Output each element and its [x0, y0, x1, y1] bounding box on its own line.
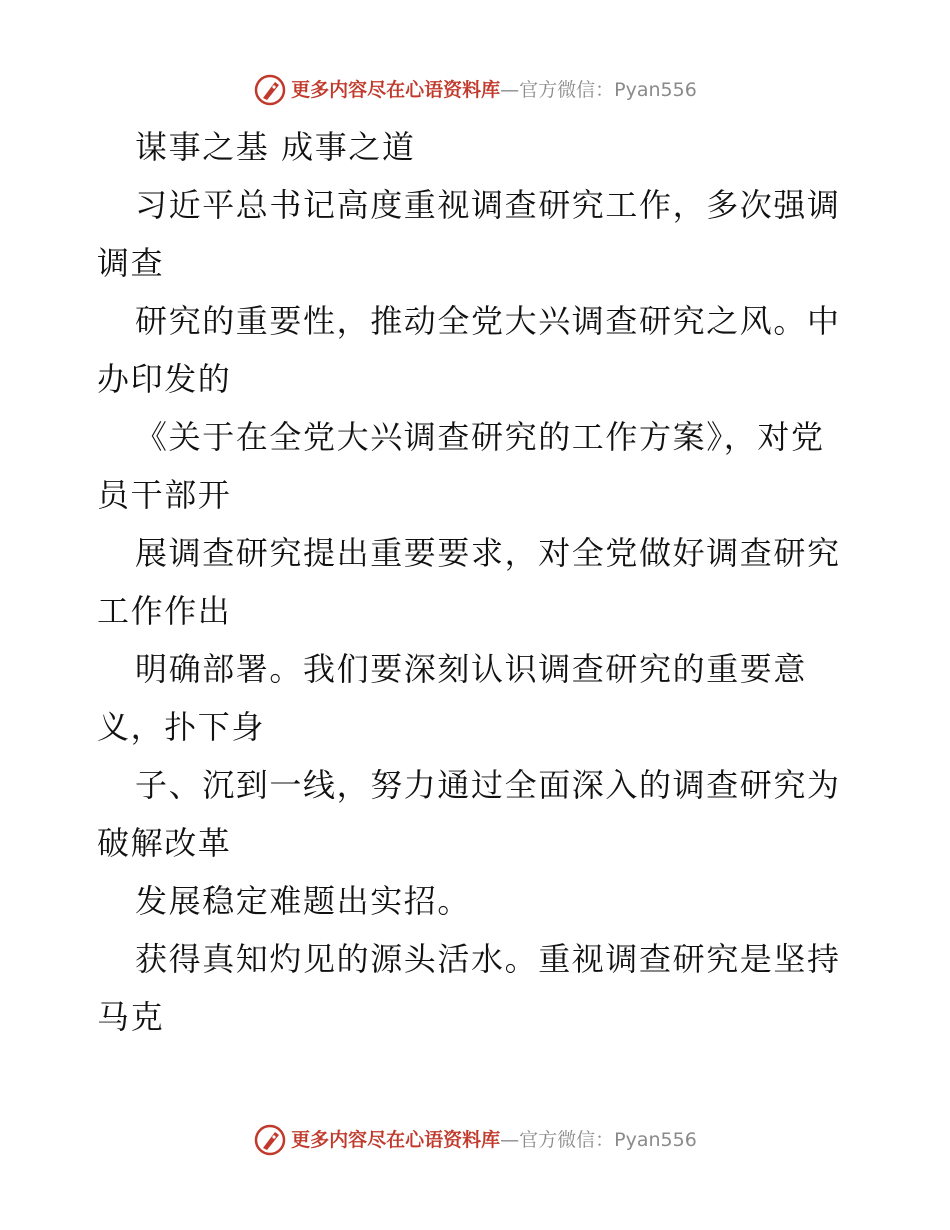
paragraph-line: 获得真知灼见的源头活水。重视调查研究是坚持 — [135, 940, 841, 978]
footer-banner — [0, 1120, 950, 1160]
footer-wechat-text: —官方微信：Pyan556 — [500, 1129, 697, 1151]
paragraph-line: 习近平总书记高度重视调查研究工作，多次强调 — [135, 186, 841, 224]
header-brand-text: 更多内容尽在心语资料库 — [291, 79, 501, 101]
header-banner — [0, 70, 950, 110]
paragraph-line: 破解改革 — [97, 824, 232, 862]
paragraph-line: 马克 — [97, 998, 165, 1036]
document-body — [97, 118, 857, 1046]
header-banner-text — [291, 78, 697, 102]
footer-banner-text — [291, 1128, 697, 1152]
paragraph-line: 《关于在全党大兴调查研究的工作方案》，对党 — [135, 418, 825, 456]
document-title: 谋事之基 成事之道 — [135, 128, 416, 166]
header-wechat-text: —官方微信：Pyan556 — [500, 79, 697, 101]
paragraph-line: 工作作出 — [97, 592, 232, 630]
footer-brand-text: 更多内容尽在心语资料库 — [291, 1129, 501, 1151]
paragraph-line: 展调查研究提出重要要求，对全党做好调查研究 — [135, 534, 841, 572]
paragraph-line: 调查 — [97, 244, 165, 282]
paragraph-line: 研究的重要性，推动全党大兴调查研究之风。中 — [135, 302, 841, 340]
paragraph-line: 发展稳定难题出实招。 — [135, 882, 472, 920]
paragraph-line: 子、沉到一线，努力通过全面深入的调查研究为 — [135, 766, 841, 804]
pen-nib-logo-icon — [253, 1123, 287, 1157]
paragraph-line: 员干部开 — [97, 476, 232, 514]
paragraph-line: 明确部署。我们要深刻认识调查研究的重要意 — [135, 650, 808, 688]
pen-nib-logo-icon — [253, 73, 287, 107]
paragraph-line: 办印发的 — [97, 360, 232, 398]
paragraph-line: 义，扑下身 — [97, 708, 266, 746]
